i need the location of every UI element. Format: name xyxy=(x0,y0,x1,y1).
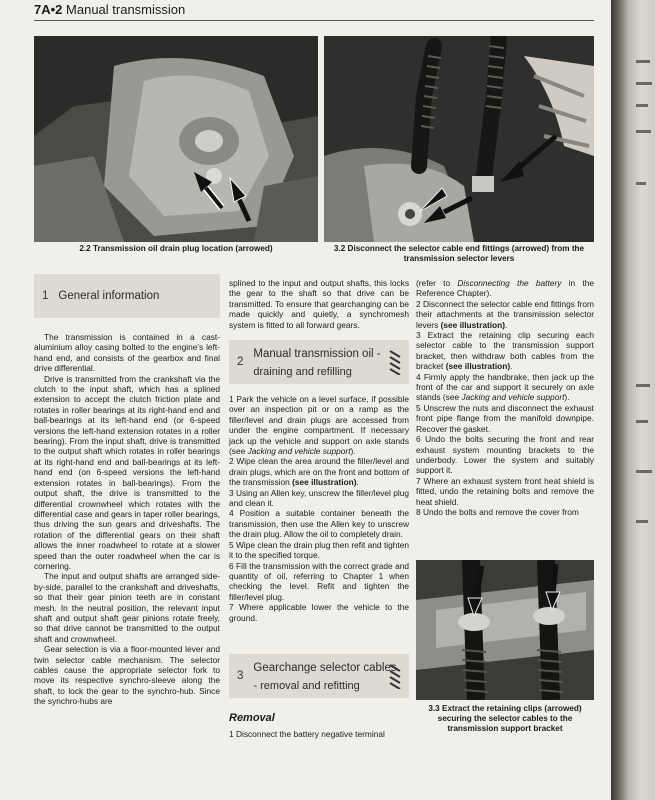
step-ref: Disconnecting the battery xyxy=(457,278,562,288)
step: 8 Undo the bolts and remove the cover from xyxy=(416,506,579,517)
step: 1 Disconnect the battery negative terminal xyxy=(229,729,385,739)
next-page-edge xyxy=(636,384,650,387)
column-1-text xyxy=(34,332,220,707)
step-text: . xyxy=(510,361,513,372)
step-text: ). xyxy=(350,446,356,457)
difficulty-wrench-icon xyxy=(387,663,403,689)
column-2-intro xyxy=(229,278,409,330)
column-3-steps xyxy=(416,278,594,517)
photo-drain-plug xyxy=(34,36,318,242)
paragraph: Gear selection is via a floor-mounted lever and twin selector cable mechanism. The selector cables cause the appropriate selector fork to move its respective synchro-sleeve along the shaft, to lock the gear to the synchro-hub. Since the synchro-hubs are xyxy=(34,644,220,707)
step: 5 Wipe clean the drain plug then refit and tighten it to the specified torque. xyxy=(229,539,409,561)
next-page-edge xyxy=(636,60,650,63)
caption-3-2: 3.2 Disconnect the selector cable end fittings (arrowed) from the transmission selector levers xyxy=(333,244,585,263)
step: 4 Position a suitable container beneath the transmission, then use the Allen key to unscrew the drain plug. Allow the oil to completely drain. xyxy=(229,508,409,540)
step: 6 Fill the transmission with the correct grade and quantity of oil, referring to Chapter 1 when checking the level. Refit and tighten the filler/level plug. xyxy=(229,560,409,602)
step-text: 4 Firmly apply the handbrake, then jack up the front of the car and support it securely on axle stands (see xyxy=(416,371,594,403)
removal-step-1 xyxy=(229,729,409,739)
retaining-clips-illustration xyxy=(416,560,594,700)
section-3-number: 3 xyxy=(237,670,244,682)
section-1-title: General information xyxy=(58,289,160,302)
paragraph: The input and output shafts are arranged side-by-side, parallel to the crankshaft and driveshafts, so that their gear pinion teeth are in constant mesh. In the neutral position, the relevant input shaft and output shaft gear pinions rotate freely, so that drive cannot be transmitted to the output shaft and crownwheel. xyxy=(34,571,220,644)
step: 3 Using an Allen key, unscrew the filler/level plug and clean it. xyxy=(229,487,409,509)
step-ref: Jacking and vehicle support xyxy=(247,446,351,457)
chapter-title: Manual transmission xyxy=(66,2,186,17)
step-ref: Jacking and vehicle support xyxy=(461,392,565,403)
step-text: . xyxy=(356,477,359,488)
drain-plug-illustration xyxy=(34,36,318,242)
next-page-edge xyxy=(636,420,648,423)
step-ref: (see illustration) xyxy=(292,477,357,488)
step-text: 1 Park the vehicle on a level surface, if possible over an inspection pit or on a ramp as the filler/level and drain plugs are accessed from under the engine compartment. If necessary jack up the vehicle and support on axle stands (see xyxy=(229,394,409,457)
section-2-number: 2 xyxy=(237,356,244,368)
step-text: 3 Extract the retaining clip securing each selector cable to the transmission support bracket, then withdraw both cables from the bracket xyxy=(416,330,594,372)
step: 7 Where applicable lower the vehicle to the ground. xyxy=(229,602,409,623)
step-text: in the Reference Chapter). xyxy=(416,278,594,299)
step-ref: (see illustration) xyxy=(445,361,511,372)
step xyxy=(416,372,594,403)
section-2-heading xyxy=(229,340,409,384)
section-2-subtitle: draining and refilling xyxy=(253,366,352,378)
step: 6 Undo the bolts securing the front and rear exhaust system mounting brackets to the underbody. Lower the system and suitably support it. xyxy=(416,434,594,476)
caption-3-3: 3.3 Extract the retaining clips (arrowed) securing the selector cables to the transmission support bracket xyxy=(428,704,582,733)
difficulty-wrench-icon xyxy=(387,349,403,375)
next-page-edge xyxy=(636,470,652,473)
next-page-edge xyxy=(636,520,648,523)
book-gutter xyxy=(611,0,655,800)
next-page-edge xyxy=(636,130,651,133)
step: 7 Where an exhaust system front heat shield is fitted, undo the retaining bolts and remove the heat shield. xyxy=(416,475,594,507)
step-text: . xyxy=(505,319,508,330)
step: 5 Unscrew the nuts and disconnect the exhaust front pipe flange from the manifold downpipe. Recover the gasket. xyxy=(416,402,594,434)
photo-retaining-clips xyxy=(416,560,594,700)
step xyxy=(416,278,594,299)
step xyxy=(416,299,594,330)
step xyxy=(416,330,594,372)
step xyxy=(229,394,409,456)
next-page-edge xyxy=(636,104,648,107)
caption-2-2: 2.2 Transmission oil drain plug location (arrowed) xyxy=(79,244,273,253)
step-text: ). xyxy=(564,392,570,403)
selector-cables-illustration xyxy=(324,36,594,242)
paragraph: splined to the input and output shafts, this locks the gear to the shaft so that drive can be transmitted. To ensure that gearchanging can be made quickly and quietly, a synchromesh system is fitted to all forward gears. xyxy=(229,278,409,330)
photo-selector-cables xyxy=(324,36,594,242)
header-rule xyxy=(34,20,594,21)
section-3-title: Gearchange selector cables xyxy=(253,662,397,674)
section-1-heading xyxy=(34,274,220,318)
page-header xyxy=(34,2,185,17)
column-2-steps xyxy=(229,394,409,623)
paragraph: The transmission is contained in a cast-aluminium alloy casing bolted to the engine's left-hand end, and consists of the gearbox and final drive differential. xyxy=(34,332,220,374)
paragraph: Drive is transmitted from the crankshaft via the clutch to the input shaft, which has a splined extension to accept the clutch friction plate and rotates in roller bearings at its right-hand end and ball-bearings at its left-hand end (or 6-speed versions the left-hand extension rotates in a roller bearing). From the input shaft, drive is transmitted to the output shaft which rotates in roller bearings at its right-hand end and ball-bearings at its left-hand end (on 6-speed versions the left-hand extension rotates in ball-bearings). From the output shaft, the drive is transmitted to the differential crownwheel which rotates with the differential case and gears in taper roller bearings, thus driving the sun gears and driveshafts. The rotation of the differential gears on their shaft allows the inner roadwheel to rotate at a slower speed than the outer roadwheel when the car is cornering. xyxy=(34,373,220,571)
step xyxy=(229,456,409,487)
page-ref: 7A•2 xyxy=(34,2,63,17)
section-1-number: 1 xyxy=(42,290,49,302)
section-3-heading xyxy=(229,654,409,698)
removal-heading: Removal xyxy=(229,712,275,724)
section-2-title: Manual transmission oil - xyxy=(253,348,381,360)
next-page-edge xyxy=(636,182,646,185)
step-text: 2 Wipe clean the area around the filler/level and drain plugs, which are on the front and bottom of the transmission xyxy=(229,456,409,488)
section-3-subtitle: - removal and refitting xyxy=(253,680,360,692)
step-ref: (see illustration) xyxy=(440,319,506,330)
step-text: 2 Disconnect the selector cable end fittings from their attachments at the transmission selector levers xyxy=(416,298,594,330)
step-text: (refer to xyxy=(416,278,458,288)
next-page-edge xyxy=(636,82,652,85)
